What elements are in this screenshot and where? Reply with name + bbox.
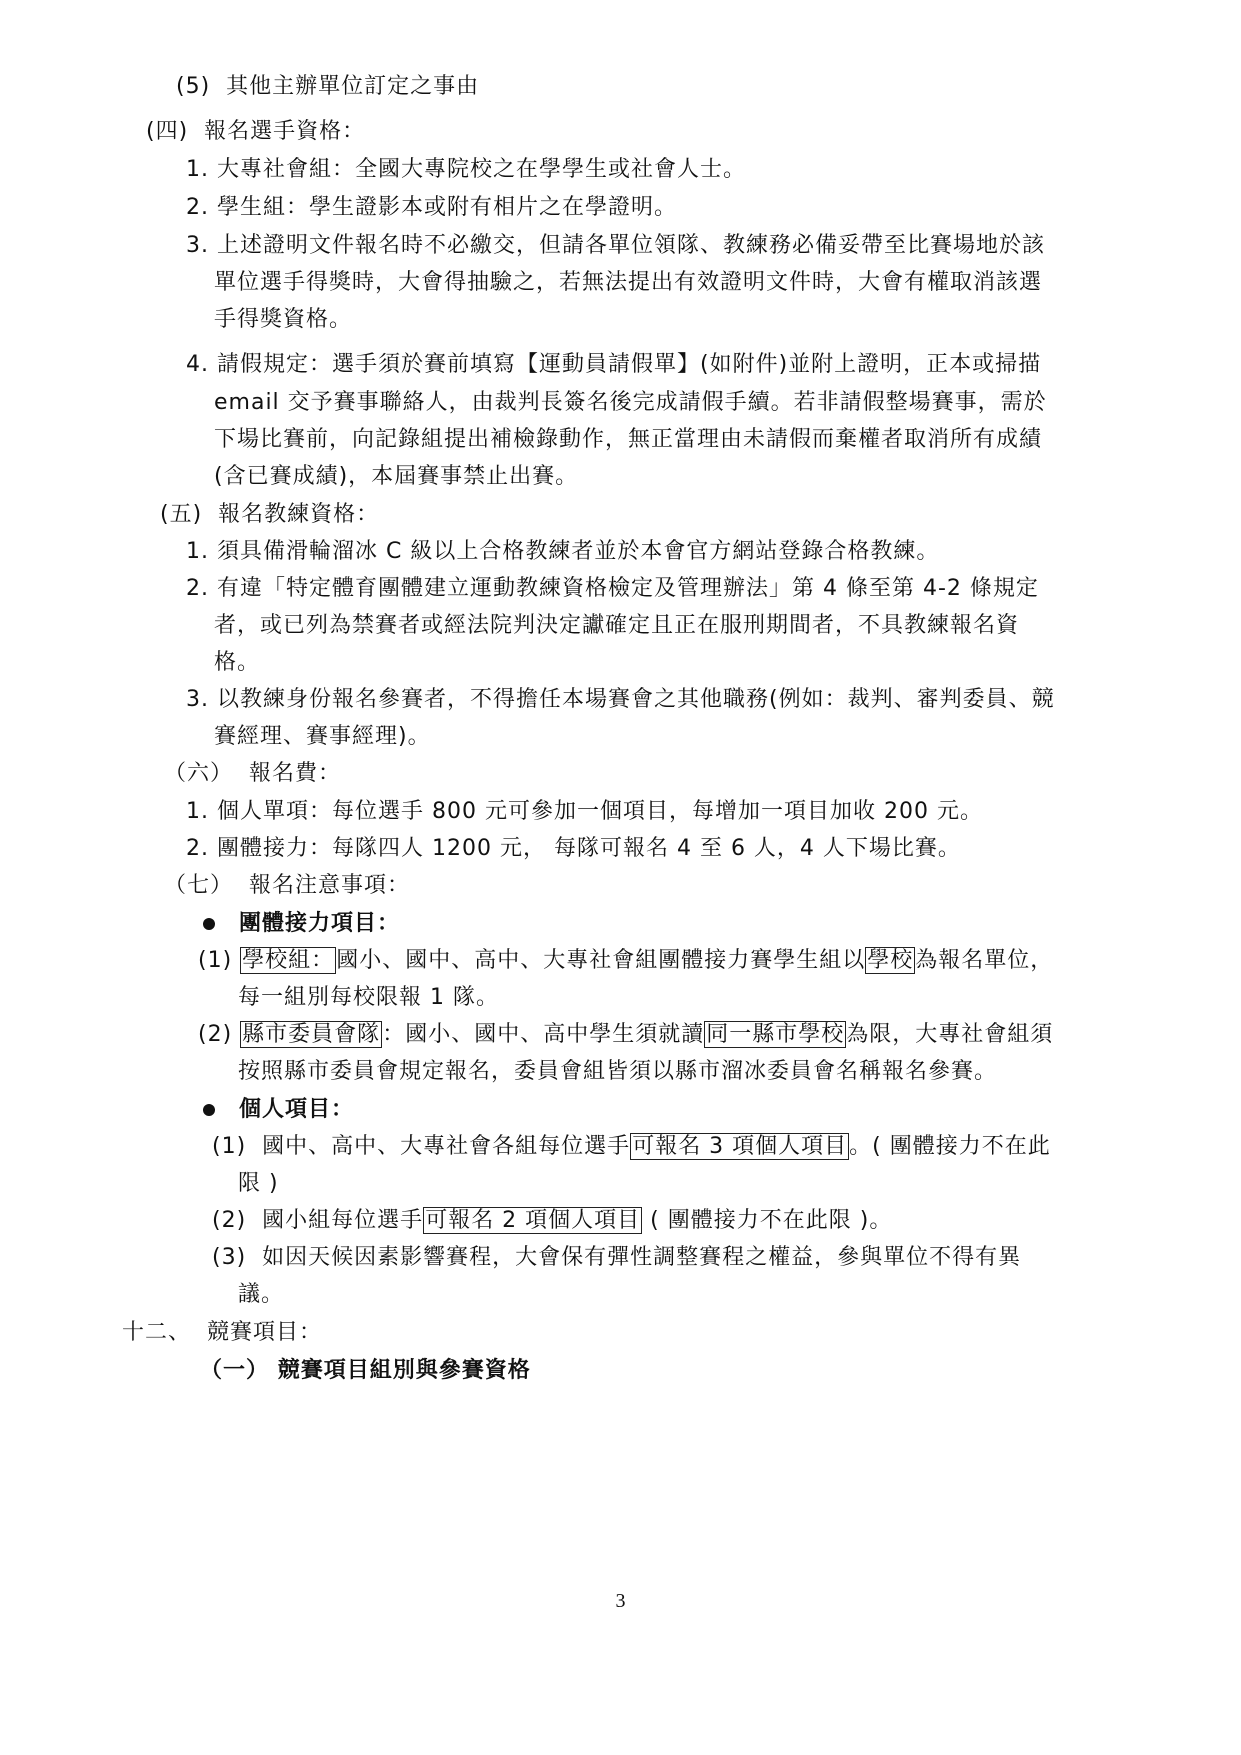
doc-line: 賽經理、賽事經理)。 [214, 724, 431, 749]
doc-line: (3) 如因天候因素影響賽程，大會保有彈性調整賽程之權益，參與單位不得有異 [212, 1245, 1022, 1270]
doc-line: 2. 學生組：學生證影本或附有相片之在學證明。 [186, 195, 678, 220]
doc-line: email 交予賽事聯絡人，由裁判長簽名後完成請假手續。若非請假整場賽事，需於 [214, 390, 1047, 415]
section-heading: （六） 報名費： [164, 761, 342, 786]
doc-line: 議。 [238, 1282, 285, 1307]
bullet-icon [203, 918, 215, 930]
doc-line: 4. 請假規定：選手須於賽前填寫【運動員請假單】(如附件)並附上證明，正本或掃描 [186, 352, 1042, 377]
doc-line: 1. 大專社會組：全國大專院校之在學學生或社會人士。 [186, 157, 747, 182]
doc-line: 1. 個人單項：每位選手 800 元可參加一個項目，每增加一項目加收 200 元。 [186, 799, 983, 824]
bullet-icon [203, 1104, 215, 1116]
page-number: 3 [615, 1590, 626, 1612]
section-heading: (五) 報名教練資格： [160, 502, 380, 527]
doc-line: 單位選手得獎時，大會得抽驗之，若無法提出有效證明文件時，大會有權取消該選 [214, 270, 1043, 295]
section-heading: (四) 報名選手資格： [146, 119, 366, 144]
doc-line: 格。 [214, 650, 261, 675]
boxed-term: 同一縣市學校 [706, 1022, 845, 1047]
doc-line: (2) 國小組每位選手可報名 2 項個人項目 ( 團體接力不在此限 )。 [212, 1208, 893, 1233]
doc-line: (1) 國中、高中、大專社會各組每位選手可報名 3 項個人項目。( 團體接力不在此 [212, 1134, 1051, 1159]
doc-line: (含已賽成績)，本屆賽事禁止出賽。 [214, 464, 579, 489]
doc-line: 3. 以教練身份報名參賽者，不得擔任本場賽會之其他職務(例如：裁判、審判委員、競 [186, 687, 1055, 712]
bullet-heading: 團體接力項目： [203, 909, 400, 939]
boxed-term: 縣市委員會隊 [242, 1022, 381, 1047]
bullet-heading: 個人項目： [203, 1095, 354, 1125]
doc-line: 2. 有違「特定體育團體建立運動教練資格檢定及管理辦法」第 4 條至第 4-2 條規定 [186, 576, 1039, 601]
boxed-term: 可報名 3 項個人項目 [632, 1134, 848, 1159]
subsection-heading: （一） 競賽項目組別與參賽資格 [200, 1358, 531, 1383]
doc-line: 下場比賽前，向記錄組提出補檢錄動作，無正當理由未請假而棄權者取消所有成績 [214, 427, 1043, 452]
section-heading: （七） 報名注意事項： [164, 873, 411, 898]
chapter-heading: 十二、 競賽項目： [122, 1320, 323, 1345]
doc-line: 2. 團體接力：每隊四人 1200 元， 每隊可報名 4 至 6 人，4 人下場比賽。 [186, 836, 961, 861]
doc-line: 按照縣市委員會規定報名，委員會組皆須以縣市溜冰委員會名稱報名參賽。 [238, 1059, 998, 1084]
doc-line: 3. 上述證明文件報名時不必繳交，但請各單位領隊、教練務必備妥帶至比賽場地於該 [186, 233, 1046, 258]
boxed-term: 學校組： [242, 948, 335, 973]
boxed-term: 可報名 2 項個人項目 [425, 1208, 641, 1233]
doc-line: (2) 縣市委員會隊：國小、國中、高中學生須就讀同一縣市學校為限，大專社會組須 [198, 1022, 1054, 1047]
doc-line: 手得獎資格。 [214, 307, 353, 332]
doc-line: 限 ) [238, 1171, 279, 1196]
boxed-term: 學校 [867, 948, 914, 973]
doc-line: 1. 須具備滑輪溜冰 C 級以上合格教練者並於本會官方網站登錄合格教練。 [186, 539, 940, 564]
doc-line: 每一組別每校限報 1 隊。 [238, 985, 499, 1010]
doc-line: (1) 學校組：國小、國中、高中、大專社會組團體接力賽學生組以學校為報名單位， [198, 948, 1054, 973]
doc-line: (5) 其他主辦單位訂定之事由 [176, 74, 480, 99]
doc-line: 者，或已列為禁賽者或經法院判決定讞確定且正在服刑期間者，不具教練報名資 [214, 613, 1020, 638]
